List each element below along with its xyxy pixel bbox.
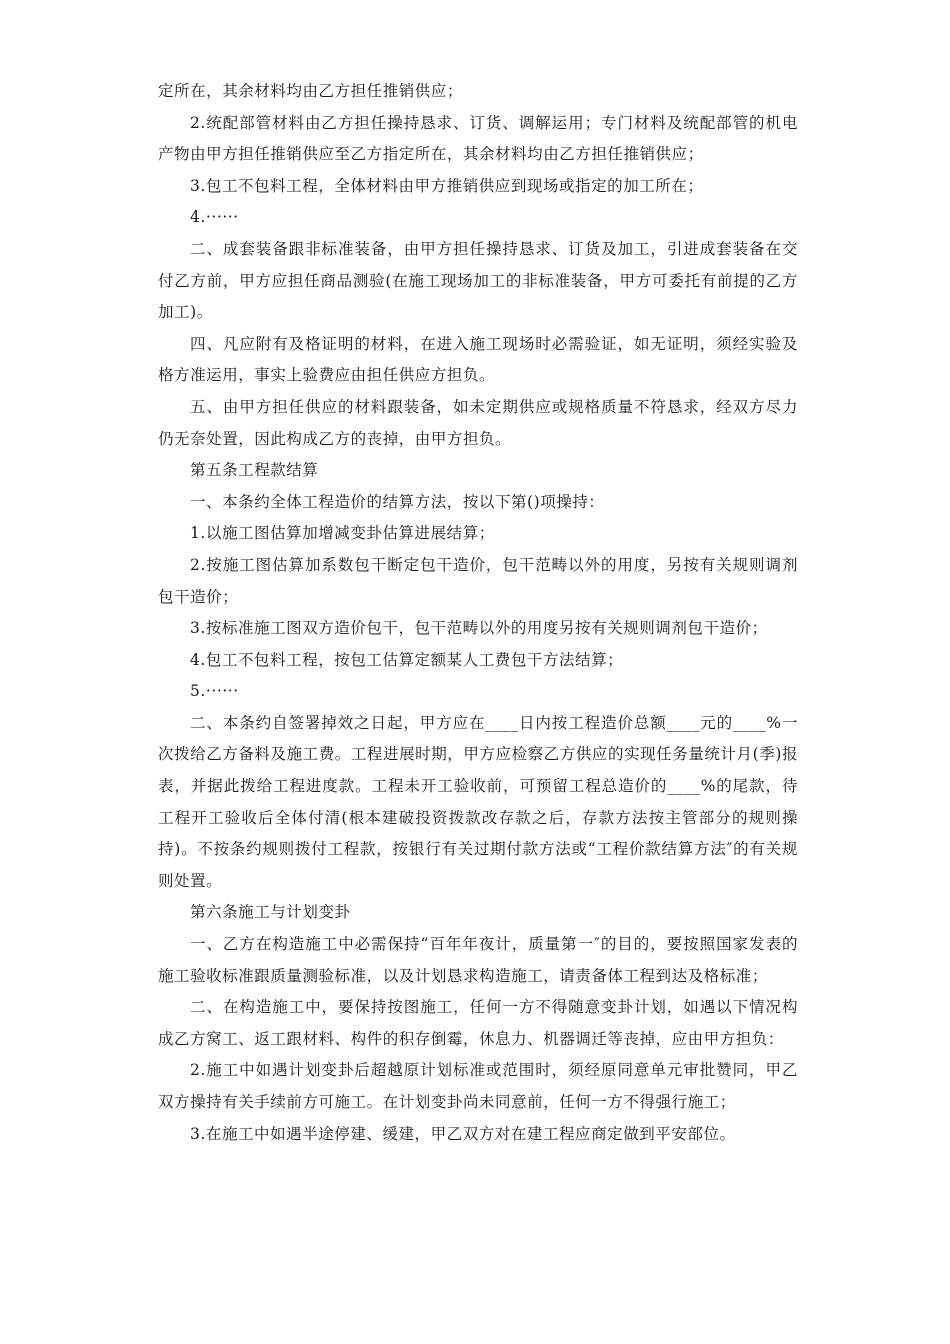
paragraph-settlement-item-2: 2.按施工图估算加系数包干断定包干造价，包干范畴以外的用度，另按有关规则调剂包干造价； (158, 555, 798, 606)
paragraph-construction-quality: 一、乙方在构造施工中必需保持“百年年夜计，质量第一″的目的，要按照国家发表的施工验收标准跟质量测验标准，以及计划恳求构造施工，请责备体工程到达及格标准； (158, 935, 798, 985)
paragraph-item-3-labor-only: 3.包工不包料工程，全体材料由甲方推销供应到现场或指定的加工所在； (190, 176, 704, 195)
paragraph-section-2-equipment: 二、成套装备跟非标准装备，由甲方担任操持恳求、订货及加工，引进成套装备在交付乙方前，甲方应担任商品测验(在施工现场加工的非标准装备，甲方可委托有前提的乙方加工)。 (158, 239, 798, 322)
paragraph-change-item-2: 2.施工中如遇计划变卦后超越原计划标准或范围时，须经原同意单元审批赞同，甲乙双方操持有关手续前方可施工。在计划变卦尚未同意前，任何一方不得强行施工； (158, 1061, 798, 1111)
paragraph-settlement-item-1: 1.以施工图估算加增减变卦估算进展结算； (190, 524, 495, 543)
document-body (158, 76, 798, 1150)
paragraph-design-changes: 二、在构造施工中，要保持按图施工，任何一方不得随意变卦计划，如遇以下情况构成乙方窝工、返工跟材料、构件的积存倒霉，休息力、机器调迁等丧掉，应由甲方担负： (158, 998, 798, 1048)
paragraph-materials-tail: 定所在，其余材料均由乙方担任推销供应； (158, 82, 463, 100)
heading-article-6: 第六条施工与计划变卦 (190, 903, 351, 922)
paragraph-settlement-item-4: 4.包工不包料工程，按包工估算定额某人工费包干方法结算； (190, 650, 624, 669)
paragraph-change-item-3: 3.在施工中如遇半途停建、缓建，甲乙双方对在建工程应商定做到平安部位。 (190, 1124, 736, 1143)
paragraph-settlement-item-3: 3.按标准施工图双方造价包干，包干范畴以外的用度另按有关规则调剂包干造价； (190, 619, 768, 638)
paragraph-item-2-unified-materials: 2.统配部管材料由乙方担任操持恳求、订货、调解运用；专门材料及统配部管的机电产物由甲方担任推销供应至乙方指定所在，其余材料均由乙方担任推销供应； (158, 113, 798, 164)
paragraph-section-5-supply-losses: 五、由甲方担任供应的材料跟装备，如未定期供应或规格质量不符恳求，经双方尽力仍无奈处置，因此构成乙方的丧掉，由甲方担负。 (158, 397, 798, 448)
paragraph-payment-terms: 二、本条约自签署掉效之日起，甲方应在____日内按工程造价总额____元的____%一次拨给乙方备料及施工费。工程进展时期，甲方应检察乙方供应的实现任务量统计月(季)报表，并据此拨给工程进度款。工程未开工验收前，可预留工程总造价的____%的尾款，待工程开工验收后全体付清(根本建破投资拨款改存款之后，存款方法按主管部分的规则操持)。不按条约规则拨付工程款，按银行有关过期付款方法或“工程价款结算方法″的有关规则处置。 (158, 713, 798, 890)
paragraph-item-4-ellipsis: 4.······ (190, 208, 239, 227)
paragraph-settlement-item-5: 5.······ (190, 682, 239, 701)
paragraph-section-4-certificates: 四、凡应附有及格证明的材料，在进入施工现场时必需验证，如无证明，须经实验及格方准运用，事实上验费应由担任供应方担负。 (158, 334, 798, 385)
heading-article-5: 第五条工程款结算 (190, 461, 319, 480)
paragraph-settlement-method: 一、本条约全体工程造价的结算方法，按以下第()项操持： (190, 492, 605, 511)
